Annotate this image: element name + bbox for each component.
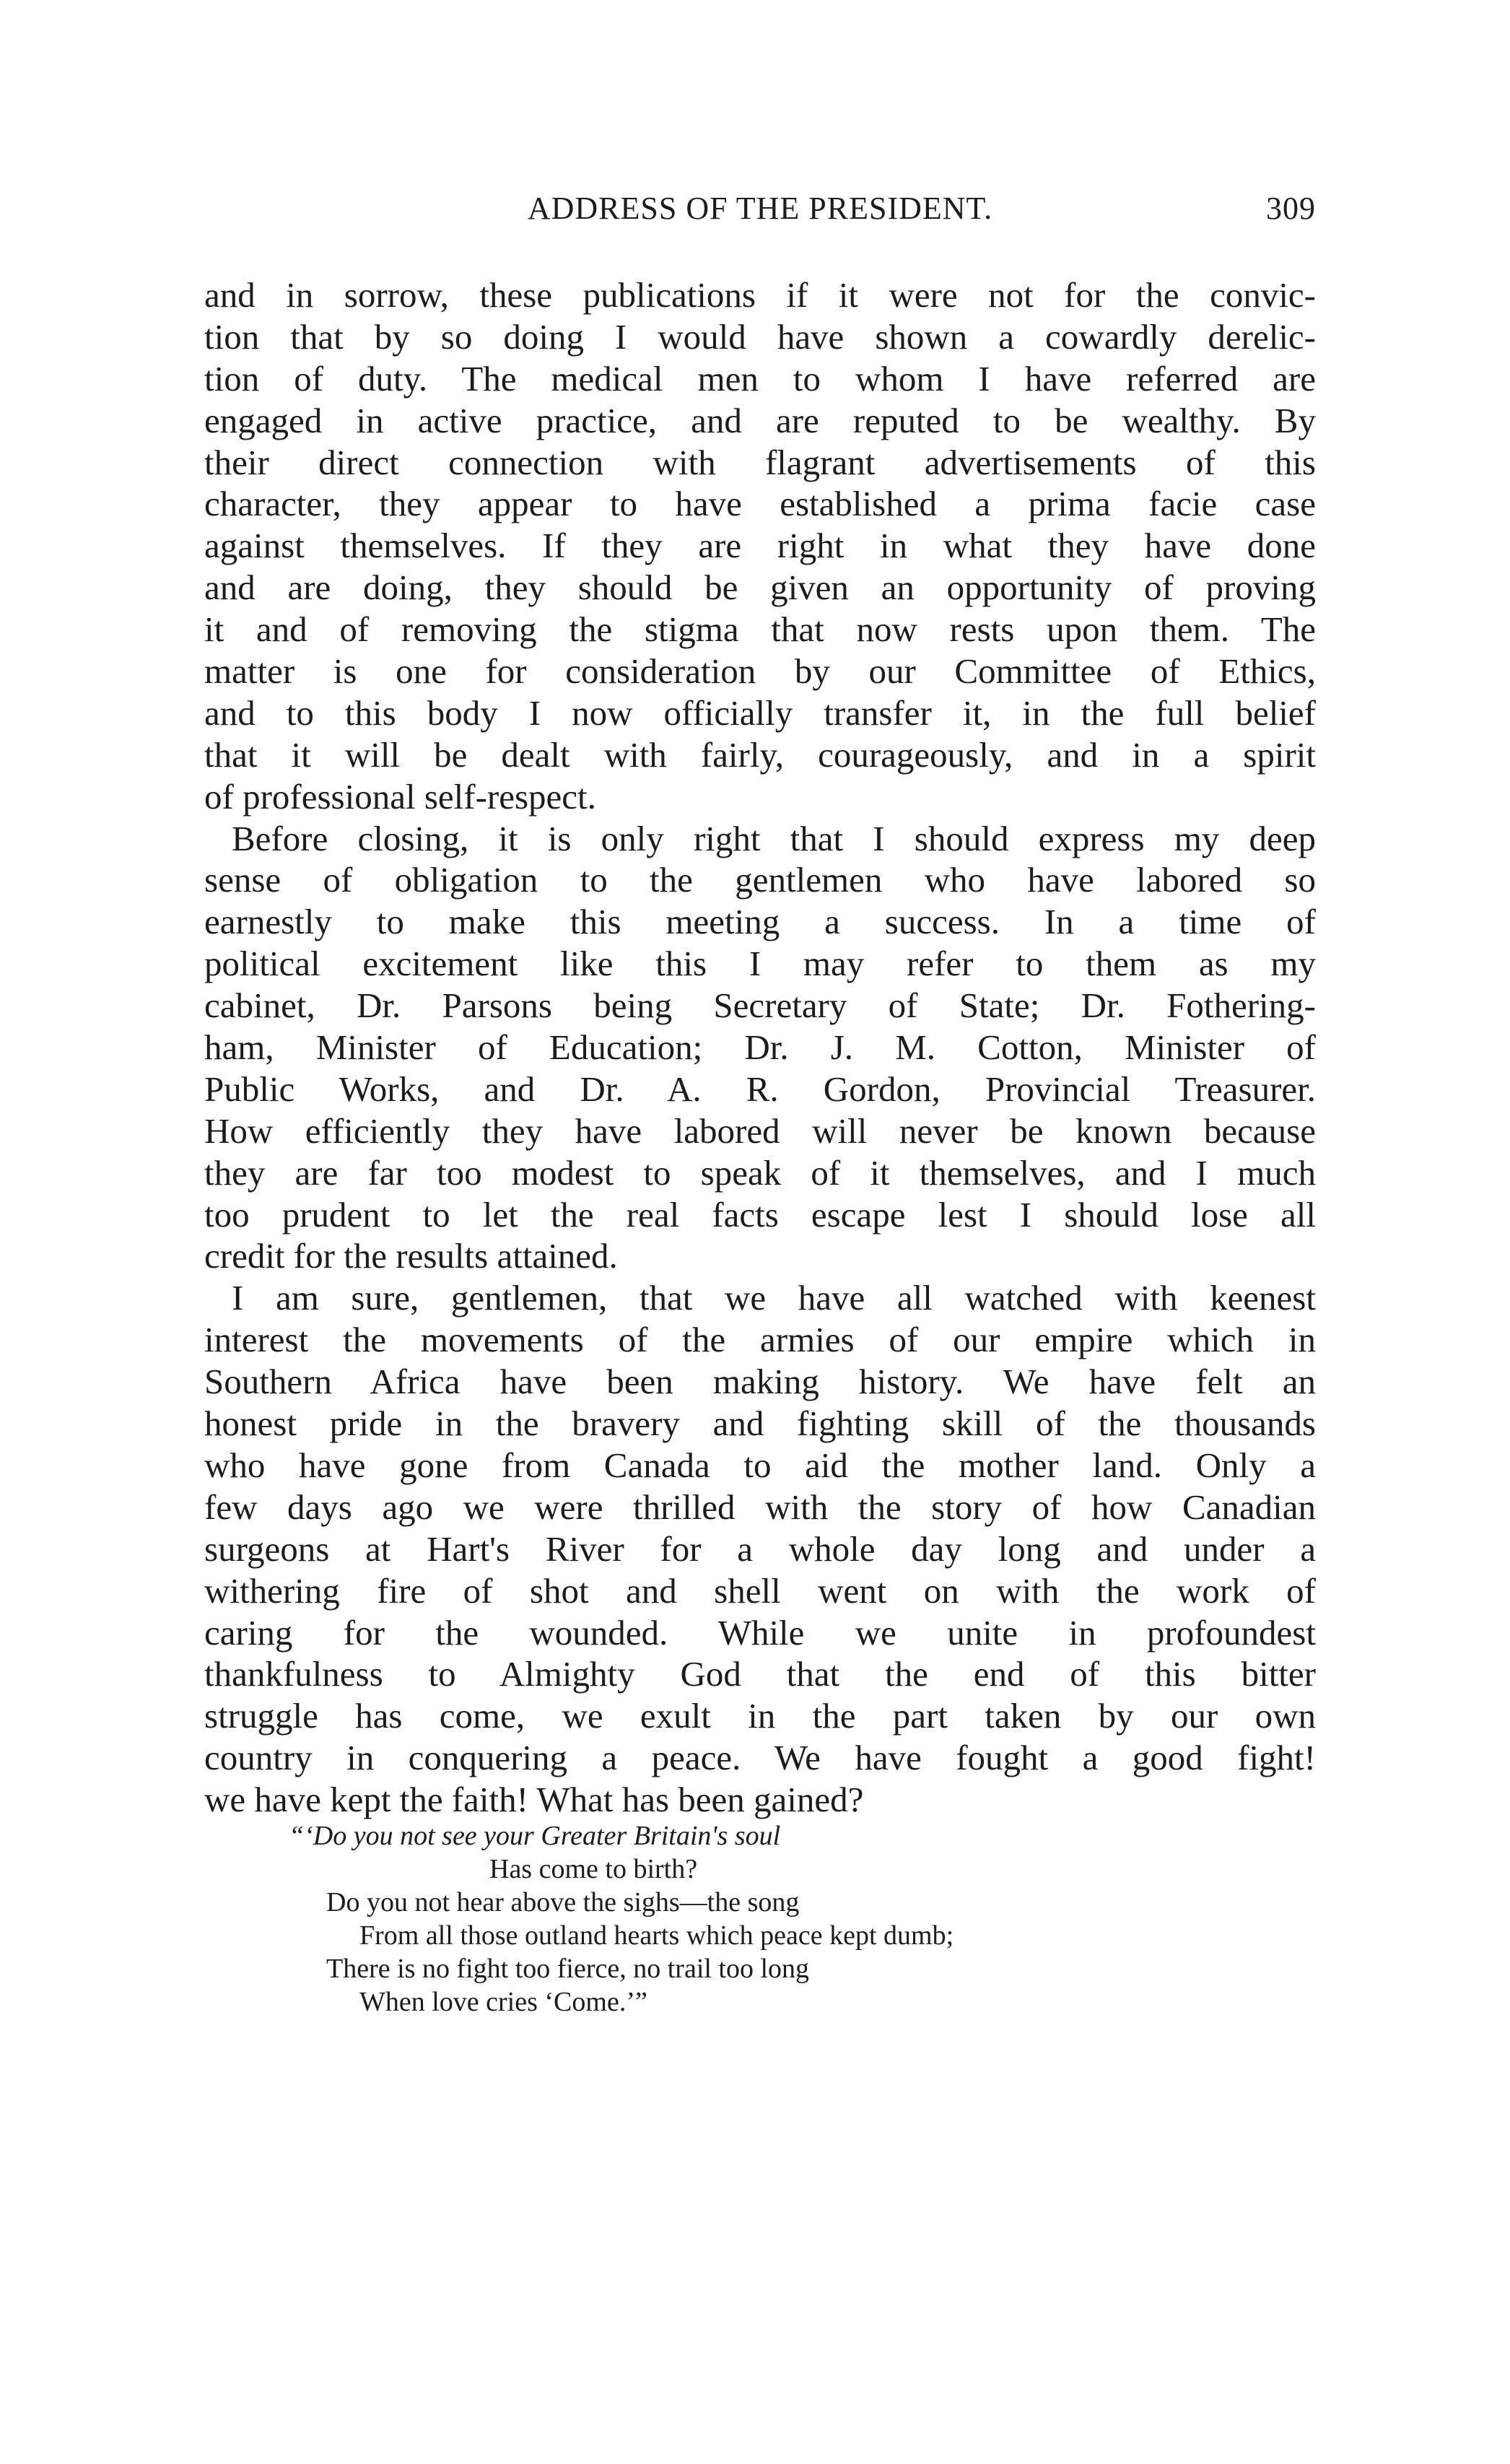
poem-line: Do you not hear above the sighs—the song: [326, 1887, 800, 1917]
text-line: tion of duty. The medical men to whom I have referred are: [204, 358, 1316, 399]
text-line: cabinet, Dr. Parsons being Secretary of State; Dr. Fothering-: [204, 985, 1316, 1026]
text-line: and are doing, they should be given an opportunity of proving: [204, 567, 1316, 608]
text-line: and to this body I now officially transfer it, in the full belief: [204, 692, 1316, 733]
text-line: it and of removing the stigma that now rests upon them. The: [204, 609, 1316, 650]
text-line: surgeons at Hart's River for a whole day long and under a: [204, 1528, 1316, 1569]
poem-line: When love cries ‘Come.’”: [359, 1987, 647, 2017]
text-line: Southern Africa have been making history. We have felt an: [204, 1362, 1316, 1402]
text-line: country in conquering a peace. We have fought a good fight!: [204, 1738, 1316, 1778]
text-line: who have gone from Canada to aid the mother land. Only a: [204, 1445, 1316, 1485]
text-line: interest the movements of the armies of our empire which in: [204, 1320, 1316, 1360]
text-line: caring for the wounded. While we unite in profoundest: [204, 1612, 1316, 1653]
text-line: tion that by so doing I would have shown a cowardly derelic-: [204, 316, 1316, 357]
page-header: [204, 183, 1316, 233]
poem-line: Has come to birth?: [489, 1854, 698, 1884]
text-line: matter is one for consideration by our Committee of Ethics,: [204, 651, 1316, 692]
paragraph-start-line: I am sure, gentlemen, that we have all watched with keenest: [232, 1278, 1316, 1318]
text-line: withering fire of shot and shell went on with the work of: [204, 1570, 1316, 1611]
poem-quotation: [289, 1819, 1083, 2019]
text-line: earnestly to make this meeting a success. In a time of: [204, 902, 1316, 942]
text-line: political excitement like this I may refer to them as my: [204, 944, 1316, 984]
text-line: engaged in active practice, and are reputed to be wealthy. By: [204, 400, 1316, 440]
text-line: credit for the results attained.: [204, 1236, 618, 1276]
text-line: that it will be dealt with fairly, courageously, and in a spirit: [204, 734, 1316, 775]
text-line: and in sorrow, these publications if it were not for the convic-: [204, 275, 1316, 315]
text-line: character, they appear to have established a prima facie case: [204, 484, 1316, 524]
paragraph-start-line: Before closing, it is only right that I should express my deep: [232, 818, 1316, 858]
running-head: ADDRESS OF THE PRESIDENT.: [527, 191, 993, 226]
text-line: we have kept the faith! What has been gained?: [204, 1780, 864, 1820]
text-line: of professional self-respect.: [204, 776, 596, 817]
text-line: How efficiently they have labored will never be known because: [204, 1110, 1316, 1151]
text-line: thankfulness to Almighty God that the end of this bitter: [204, 1654, 1316, 1694]
poem-line: “‘Do you not see your Greater Britain's soul: [289, 1821, 781, 1851]
text-line: they are far too modest to speak of it themselves, and I much: [204, 1152, 1316, 1193]
body-text: [204, 274, 1316, 1821]
page-number: 309: [1266, 191, 1316, 226]
text-line: their direct connection with flagrant advertisements of this: [204, 442, 1316, 482]
text-line: struggle has come, we exult in the part taken by our own: [204, 1696, 1316, 1736]
text-line: too prudent to let the real facts escape lest I should lose all: [204, 1194, 1316, 1235]
text-line: ham, Minister of Education; Dr. J. M. Cotton, Minister of: [204, 1027, 1316, 1068]
poem-line: From all those outland hearts which peace kept dumb;: [359, 1920, 954, 1951]
text-line: few days ago we were thrilled with the story of how Canadian: [204, 1486, 1316, 1527]
text-line: sense of obligation to the gentlemen who have labored so: [204, 860, 1316, 900]
text-line: honest pride in the bravery and fighting skill of the thousands: [204, 1403, 1316, 1444]
poem-line: There is no fight too fierce, no trail too long: [326, 1954, 810, 1984]
text-line: against themselves. If they are right in what they have done: [204, 526, 1316, 566]
text-line: Public Works, and Dr. A. R. Gordon, Provincial Treasurer.: [204, 1068, 1316, 1109]
